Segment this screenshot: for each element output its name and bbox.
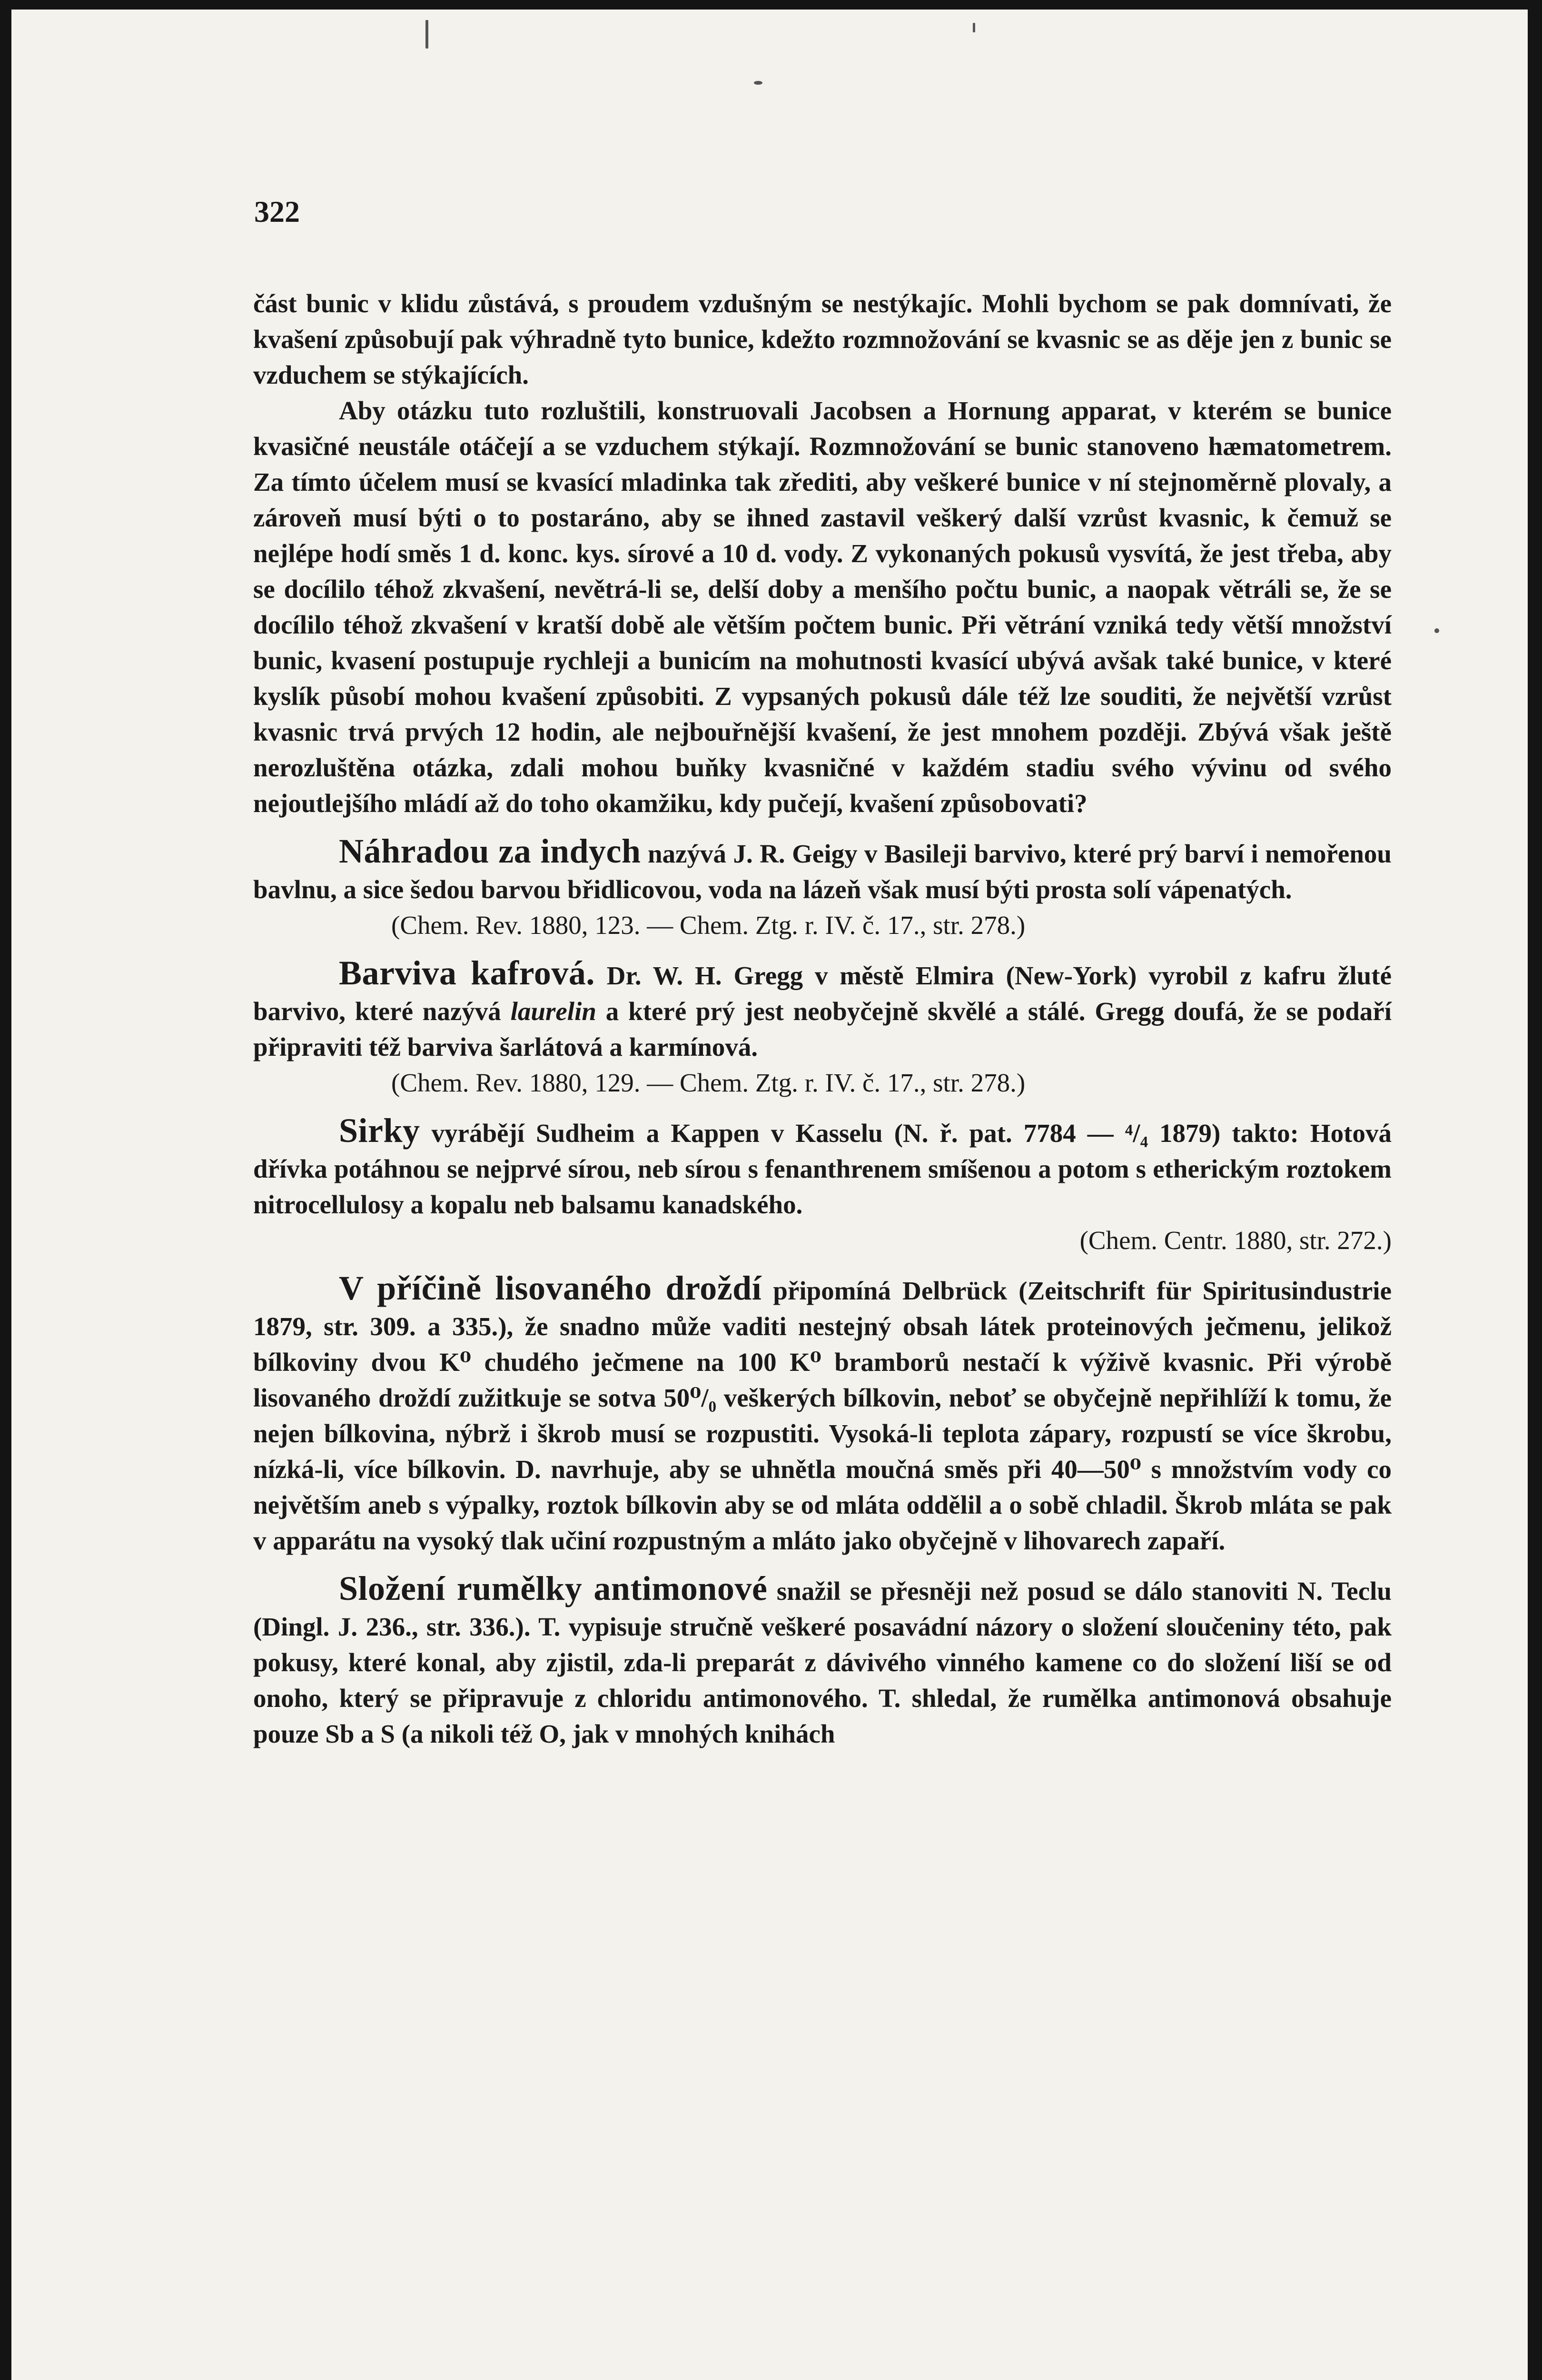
section-heading-rumelka: Složení rumělky antimonové — [339, 1569, 768, 1607]
rumelka-body: snažil se přesněji než posud se dálo stanoviti N. Teclu (Dingl. J. 236., str. 336.). T. vypisuje stručně veškeré posavádní názory o složení sloučeniny této, pak pokusy, které konal, aby zjistil, zda-li preparát z dávivého vinného kamene co do složení liší se od onoho, který se připravuje z chloridu antimonového. T. shledal, že rumělka antimonová obsahuje pouze Sb a S (a nikoli též O, jak v mnohých knihách — [253, 1577, 1392, 1748]
page-number: 322 — [254, 195, 300, 228]
barviva-body-start: Dr. W. H. Gregg v městě Elmira (New-York) vyrobil z kafru žluté barvivo, které nazývá — [253, 961, 1392, 1026]
sirky-body-start: vyrábějí Sudheim a Kappen v Kasselu (N. ř. pat. 7784 — — [420, 1119, 1125, 1148]
book-page — [11, 10, 1528, 2380]
paragraph-barviva — [253, 955, 1392, 1065]
nahradou-body: nazývá J. R. Geigy v Basileji barvivo, které prý barví i nemořenou bavlnu, a sice šedou barvou břidlicovou, voda na lázeň však musí býti prosta solí vápenatých. — [253, 839, 1392, 904]
sirky-body-end: 1879) takto: Hotová dřívka potáhnou se nejprvé sírou, neb sírou s fenanthrenem smíšenou a potom s etherickým roztokem nitrocellulosy a kopalu neb balsamu kanadského. — [253, 1119, 1392, 1219]
paragraph-lisovane-drozdi — [253, 1270, 1392, 1558]
paragraph-sirky — [253, 1113, 1392, 1222]
paragraph-jacobsen-hornung: Aby otázku tuto rozluštili, konstruovali Jacobsen a Hornung apparat, v kterém se bunice kvasičné neustále otáčejí a se vzduchem stýkají. Rozmnožování se bunic stanoveno hæmatometrem. Za tímto účelem musí se kvasící mladinka tak zřediti, aby veškeré bunice v ní stejnoměrně plovaly, a zároveň musí býti o to postaráno, aby se ihned zastavil veškerý další vzrůst kvasnic, k čemuž se nejlépe hodí směs 1 d. konc. kys. sírové a 10 d. vody. Z vykonaných pokusů vysvítá, že jest třeba, aby se docílilo téhož zkvašení, nevětrá-li se, delší doby a menšího počtu bunic, a naopak větráli se, že se docílilo téhož zkvašení v kratší době ale větším počtem bunic. Při větrání vzniká tedy větší množství bunic, kvasení postupuje rychleji a bunicím na mohutnosti kvasící ubývá avšak také bunice, v které kyslík působí mohou kvašení způsobiti. Z vypsaných pokusů dále též lze souditi, že největší vzrůst kvasnic trvá prvých 12 hodin, ale nejbouřnější kvašení, že jest mnohem později. Zbývá však ještě nerozluštěna otázka, zdali mohou buňky kvasničné v každém stadiu svého vývinu od svého nejoutlejšího mládí až do toho okamžiku, kdy pučejí, kvašení způsobovati? — [253, 396, 1392, 818]
paragraph-intro: část bunic v klidu zůstává, s proudem vzdušným se nestýkajíc. Mohli bychom se pak domnívati, že kvašení způsobují pak výhradně tyto bunice, kdežto rozmnožování se kvasnic se as děje jen z bunic se vzduchem se stýkajících. — [253, 289, 1392, 389]
drozdi-body: připomíná Delbrück (Zeitschrift für Spiritusindustrie 1879, str. 309. a 335.), že snadno může vaditi nestejný obsah látek proteinových ječmenu, jelikož bílkoviny dvou K⁰ chudého ječmene na 100 K⁰ bramborů nestačí k výživě kvasnic. Při výrobě lisovaného droždí zužitkuje se sotva 50⁰/₀ veškerých bílkovin, neboť se obyčejně nepřihlíží k tomu, že nejen bílkovina, nýbrž i škrob musí se rozpustiti. Vysoká-li teplota zápary, rozpustí se více škrobu, nízká-li, více bílkovin. D. navrhuje, aby se uhnětla moučná směs při 40—50⁰ s množstvím vody co největším aneb s výpalky, roztok bílkovin aby se od mláta oddělil a o sobě chladil. Škrob mláta se pak v apparátu na vysoký tlak učiní rozpustným a mláto jako obyčejně v lihovarech zapaří. — [253, 1276, 1392, 1555]
scan-speck — [1434, 628, 1439, 633]
paragraph-nahradou — [253, 833, 1392, 907]
citation-sirky: (Chem. Centr. 1880, str. 272.) — [1079, 1226, 1392, 1255]
section-heading-sirky: Sirky — [339, 1111, 420, 1150]
section-heading-barviva: Barviva kafrová. — [339, 954, 595, 992]
scan-speck — [973, 23, 975, 32]
section-heading-nahradou: Náhradou za indych — [339, 832, 641, 870]
citation-nahradou: (Chem. Rev. 1880, 123. — Chem. Ztg. r. IV. č. 17., str. 278.) — [391, 911, 1026, 940]
scan-speck — [425, 20, 428, 49]
paragraph-rumelka — [253, 1571, 1392, 1752]
barviva-body-end: a které prý jest neobyčejně skvělé a stálé. Gregg doufá, že se podaří připraviti též barviva šarlátová a karmínová. — [253, 997, 1392, 1061]
scan-speck — [754, 81, 762, 85]
sirky-date-fraction: ⁴/₄ — [1125, 1119, 1148, 1148]
barviva-italic-word: laurelin — [510, 997, 596, 1026]
article-text — [253, 286, 1392, 1752]
section-heading-drozdi: V příčině lisovaného droždí — [339, 1269, 762, 1307]
citation-barviva: (Chem. Rev. 1880, 129. — Chem. Ztg. r. IV. č. 17., str. 278.) — [391, 1068, 1026, 1097]
